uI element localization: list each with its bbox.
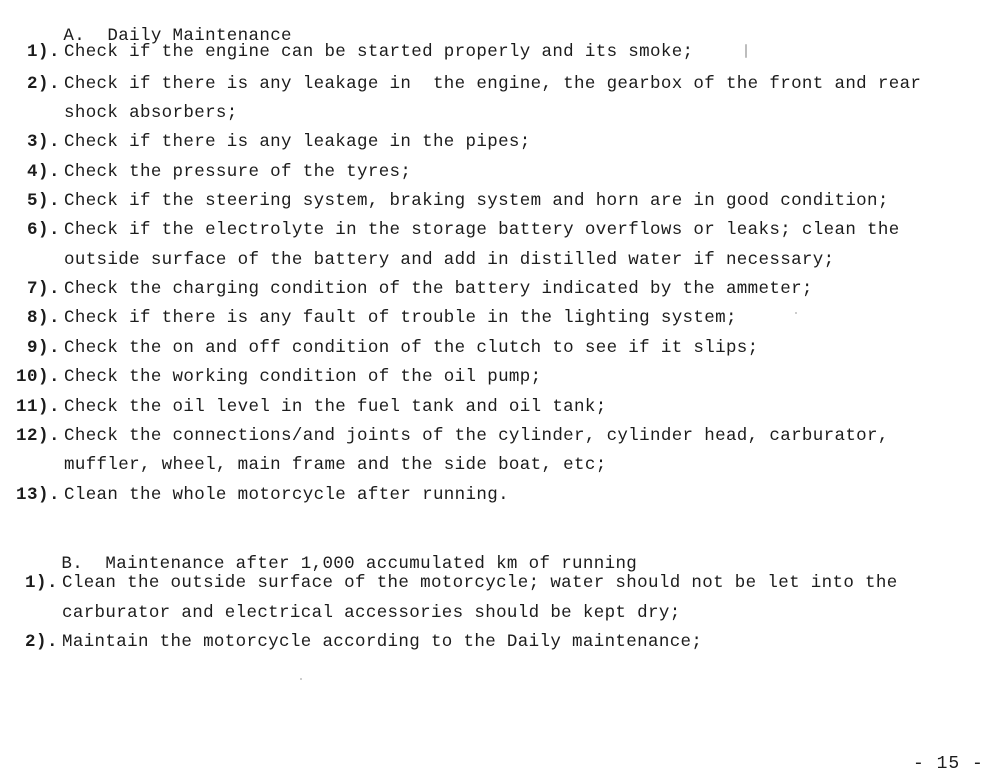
item-text: Check the on and off condition of the clutch to see if it slips; [64, 338, 759, 358]
item-text: Check the pressure of the tyres; [64, 162, 412, 182]
scan-speck [795, 312, 797, 314]
section-b-title: Maintenance after 1,000 accumulated km of running [105, 554, 638, 574]
item-text: Check if there is any leakage in the engine, the gearbox of the front and rear [64, 74, 922, 94]
item-number: 1). [26, 42, 60, 62]
scan-speck [745, 44, 747, 58]
item-number: 8). [26, 308, 60, 328]
item-number: 13). [15, 485, 60, 505]
section-a-letter: A. [63, 26, 86, 46]
item-number: 10). [15, 367, 60, 387]
item-text: Check the oil level in the fuel tank and oil tank; [64, 397, 607, 417]
item-text-continued: shock absorbers; [64, 103, 238, 123]
item-text-continued: muffler, wheel, main frame and the side boat, etc; [64, 455, 607, 475]
item-number: 3). [26, 132, 60, 152]
item-text: Check if there is any leakage in the pipes; [64, 132, 531, 152]
item-number: 2). [24, 632, 58, 652]
item-number: 12). [15, 426, 60, 446]
section-b-letter: B. [61, 554, 84, 574]
scan-speck [300, 678, 302, 680]
item-text: Check if the steering system, braking system and horn are in good condition; [64, 191, 889, 211]
section-a-title: Daily Maintenance [107, 26, 292, 46]
item-number: 9). [26, 338, 60, 358]
item-number: 2). [26, 74, 60, 94]
item-text: Clean the outside surface of the motorcycle; water should not be let into the [62, 573, 898, 593]
item-number: 1). [24, 573, 58, 593]
item-text: Check the working condition of the oil pump; [64, 367, 542, 387]
item-number: 4). [26, 162, 60, 182]
item-text: Check the charging condition of the battery indicated by the ammeter; [64, 279, 813, 299]
item-text: Check if the electrolyte in the storage battery overflows or leaks; clean the [64, 220, 900, 240]
item-text: Clean the whole motorcycle after running. [64, 485, 509, 505]
item-number: 6). [26, 220, 60, 240]
item-number: 7). [26, 279, 60, 299]
item-text-continued: carburator and electrical accessories should be kept dry; [62, 603, 681, 623]
item-text: Check if the engine can be started properly and its smoke; [64, 42, 694, 62]
page-number: - 15 - [913, 754, 984, 774]
item-text: Check the connections/and joints of the cylinder, cylinder head, carburator, [64, 426, 889, 446]
item-number: 11). [15, 397, 60, 417]
item-number: 5). [26, 191, 60, 211]
item-text: Maintain the motorcycle according to the Daily maintenance; [62, 632, 703, 652]
item-text-continued: outside surface of the battery and add in distilled water if necessary; [64, 250, 835, 270]
item-text: Check if there is any fault of trouble in the lighting system; [64, 308, 737, 328]
